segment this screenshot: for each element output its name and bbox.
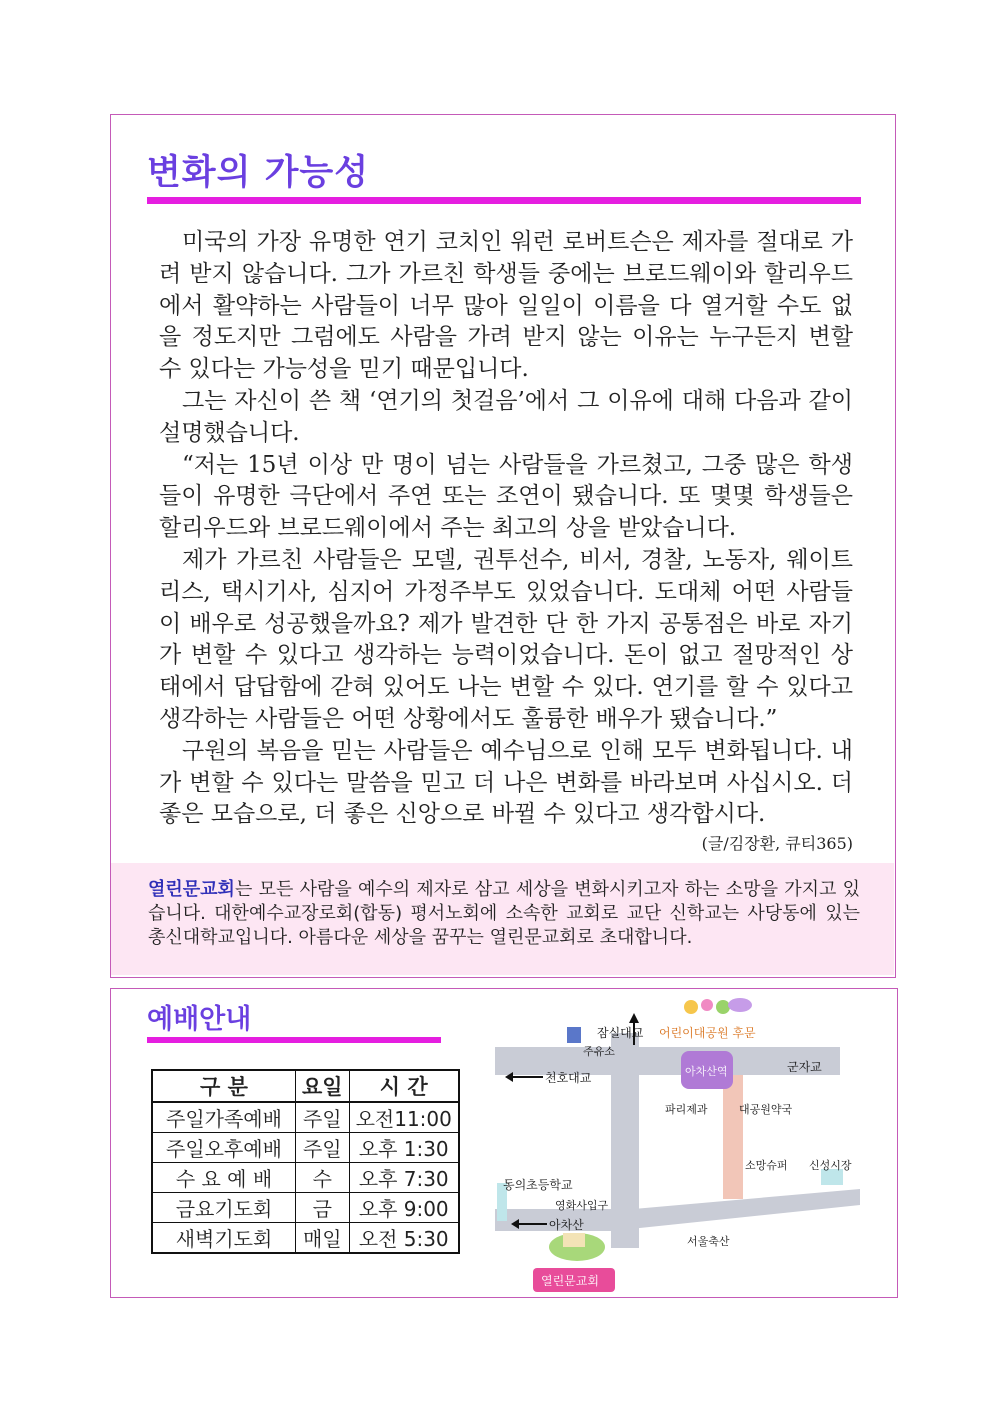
- article-paragraph: 미국의 가장 유명한 연기 코치인 워런 로버트슨은 제자를 절대로 가려 받지 않습니다. 그가 가르친 학생들 중에는 브로드웨이와 할리우드에서 활약하는 사람들이 너무 많아 일일이 이름을 다 열거할 수도 없을 정도지만 그럼에도 사람을 가려 받지 않는 이유는 누구든지 변할 수 있다는 가능성을 믿기 때문입니다.: [159, 229, 853, 383]
- umbrella-icon: [728, 998, 752, 1012]
- service-name: 주일오후예배: [152, 1133, 296, 1163]
- service-day: 수: [296, 1163, 350, 1193]
- header-category: 구 분: [152, 1070, 296, 1102]
- citation: (글/김장환, 큐티365): [701, 834, 853, 854]
- arrow-head-icon: [629, 1013, 639, 1023]
- church-intro-panel: [111, 863, 894, 975]
- service-name: 수 요 예 배: [152, 1163, 296, 1193]
- flower-icon: [701, 999, 713, 1011]
- label-cinema: 영화사입구: [555, 1199, 609, 1212]
- label-gunja: 군자교: [787, 1060, 822, 1074]
- schedule-title: 예배안내: [147, 1004, 252, 1035]
- article-box: [110, 114, 896, 978]
- article-paragraph: 그는 자신이 쓴 책 ‘연기의 첫걸음’에서 그 이유에 대해 다음과 같이 설명했습니다.: [159, 387, 853, 446]
- service-time: 오전 5:30: [349, 1223, 459, 1254]
- article-body: [159, 227, 853, 857]
- location-map: [495, 993, 865, 1293]
- article-paragraph: 제가 가르친 사람들은 모델, 권투선수, 비서, 경찰, 노동자, 웨이트리스, 택시기사, 심지어 가정주부도 있었습니다. 도대체 어떤 사람들이 배우로 성공했을까요? 제가 발견한 단 한 가지 공통점은 바로 자기가 변할 수 있다고 생각하는 능력이었습니다. 돈이 없고 절망적인 상태에서 답답함에 갇혀 있어도 나는 변할 수 있다. 연기를 할 수 있다고 생각하는 사람들은 어떤 상황에서도 훌륭한 배우가 됐습니다.”: [159, 546, 853, 732]
- service-day: 주일: [296, 1133, 350, 1163]
- table-row: [152, 1193, 459, 1223]
- lane-pink: [723, 1075, 743, 1199]
- service-time: 오전11:00: [349, 1102, 459, 1133]
- church-name: 열린문교회: [148, 879, 235, 900]
- header-time: 시 간: [349, 1070, 459, 1102]
- schedule-header-row: [152, 1070, 459, 1102]
- service-time: 오후 1:30: [349, 1133, 459, 1163]
- service-day: 주일: [296, 1102, 350, 1133]
- label-market: 신성시장: [809, 1159, 852, 1172]
- worship-info-box: [110, 988, 898, 1298]
- label-achasan: 아차산: [549, 1218, 584, 1232]
- service-time: 오후 9:00: [349, 1193, 459, 1223]
- tree-icon: [716, 1000, 730, 1014]
- label-supermarket: 소망슈퍼: [745, 1159, 788, 1172]
- table-row: [152, 1163, 459, 1193]
- service-name: 새벽기도회: [152, 1223, 296, 1254]
- article-title: 변화의 가능성: [147, 153, 370, 193]
- map-svg: [495, 993, 865, 1293]
- label-childrens-park: 어린이대공원 후문: [659, 1026, 756, 1040]
- label-gas-station: 주유소: [583, 1045, 615, 1058]
- service-day: 금: [296, 1193, 350, 1223]
- schedule-table: [151, 1069, 460, 1254]
- label-station: 아차산역: [685, 1065, 728, 1078]
- church-building-icon: [563, 1233, 585, 1247]
- church-intro-text: 는 모든 사람을 예수의 제자로 삼고 세상을 변화시키고자 하는 소망을 가지고 있습니다. 대한예수교장로회(합동) 평서노회에 소속한 교회로 교단 신학교는 사당동에 있는 총신대학교입니다. 아름다운 세상을 꿈꾸는 열린문교회로 초대합니다.: [148, 879, 860, 948]
- label-seoul-meat: 서울축산: [687, 1235, 730, 1248]
- gas-station-icon: [567, 1027, 581, 1043]
- church-intro: [148, 878, 860, 950]
- table-row: [152, 1133, 459, 1163]
- label-paris-baguette: 파리제과: [665, 1103, 708, 1116]
- title-underline: [147, 197, 861, 204]
- service-name: 금요기도회: [152, 1193, 296, 1223]
- label-school: 동의초등학교: [503, 1178, 573, 1192]
- service-time: 오후 7:30: [349, 1163, 459, 1193]
- service-day: 매일: [296, 1223, 350, 1254]
- table-row: [152, 1223, 459, 1254]
- article-paragraph: “저는 15년 이상 만 명이 넘는 사람들을 가르쳤고, 그중 많은 학생들이 유명한 극단에서 주연 또는 조연이 됐습니다. 또 몇몇 학생들은 할리우드와 브로드웨이에서 주는 최고의 상을 받았습니다.: [159, 451, 853, 542]
- table-row: [152, 1102, 459, 1133]
- schedule-underline: [147, 1037, 441, 1043]
- label-pharmacy: 대공원약국: [739, 1103, 793, 1116]
- article-paragraph: 구원의 복음을 믿는 사람들은 예수님으로 인해 모두 변화됩니다. 내가 변할 수 있다는 말씀을 믿고 더 나은 변화를 바라보며 사십시오. 더 좋은 모습으로, 더 좋은 신앙으로 바뀔 수 있다고 생각합시다.: [159, 737, 853, 828]
- header-day: 요일: [296, 1070, 350, 1102]
- label-cheonho-bridge: 천호대교: [545, 1071, 592, 1085]
- service-name: 주일가족예배: [152, 1102, 296, 1133]
- label-jamsil-bridge: 잠실대교: [597, 1026, 644, 1040]
- label-church: 열린문교회: [541, 1274, 599, 1288]
- flower-icon: [684, 1000, 698, 1014]
